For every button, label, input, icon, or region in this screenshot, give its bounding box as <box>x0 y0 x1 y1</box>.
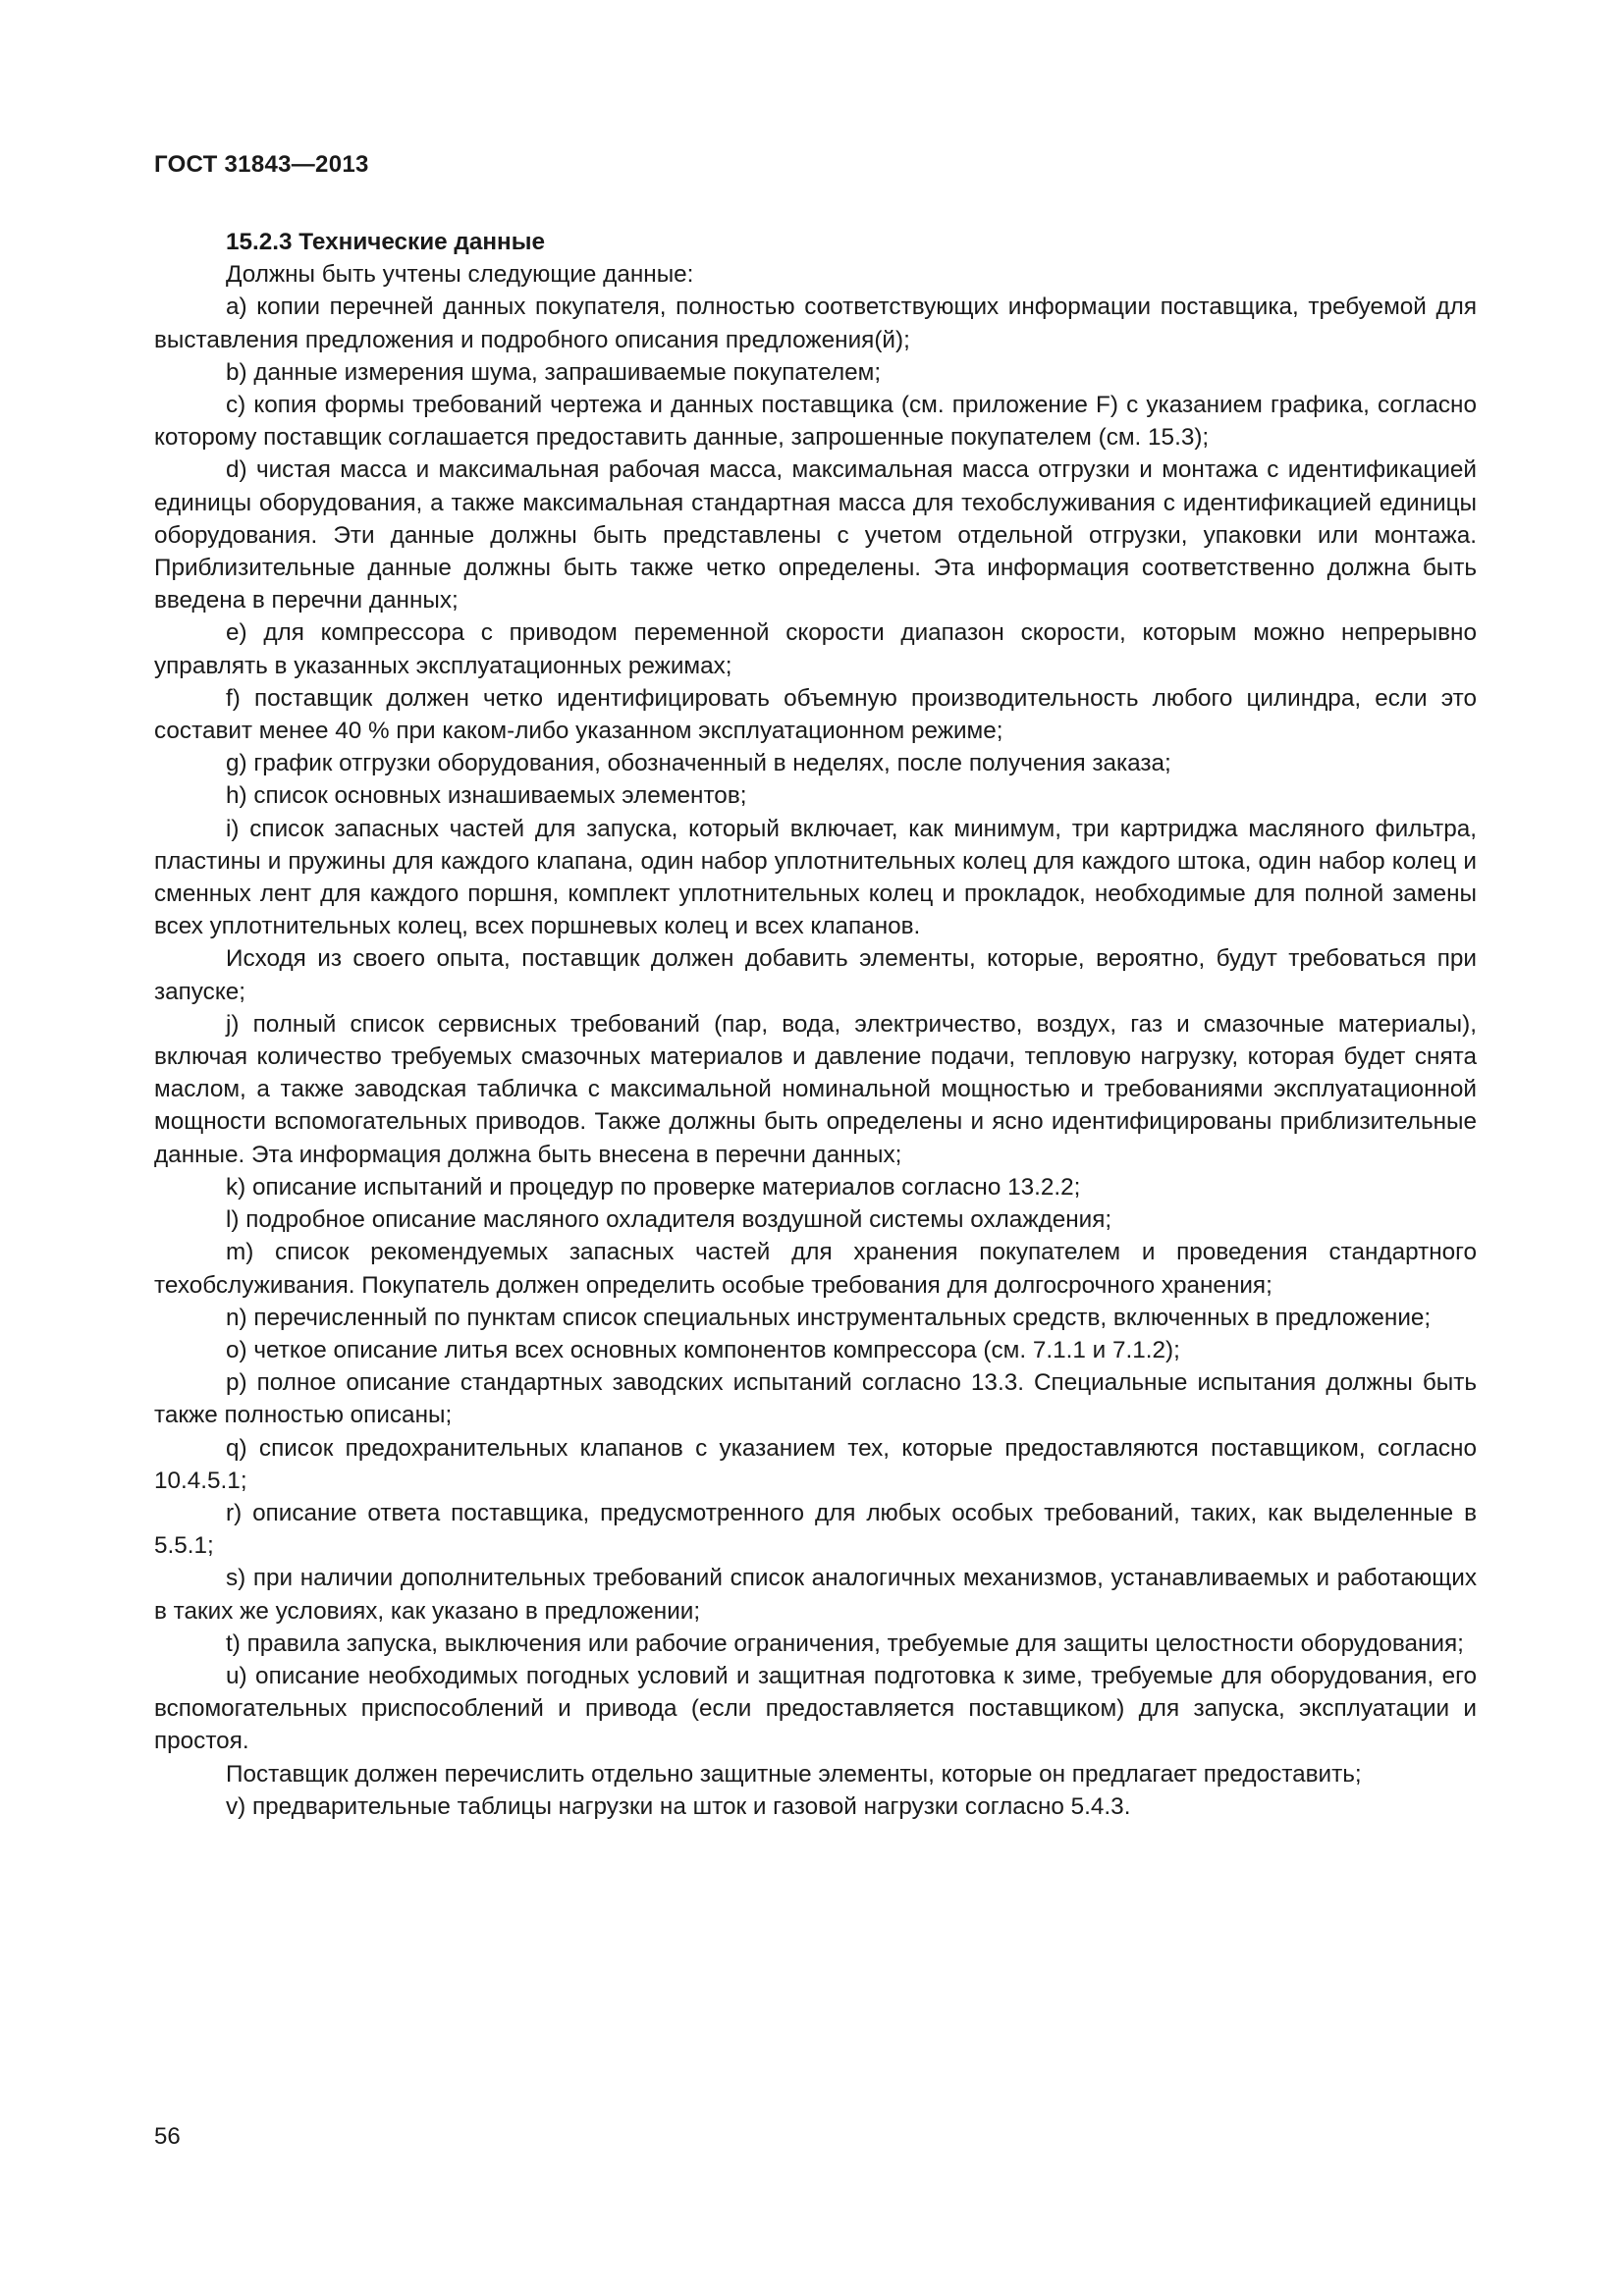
paragraph-item-b: b) данные измерения шума, запрашиваемые покупателем; <box>226 358 882 386</box>
paragraph-item-g: g) график отгрузки оборудования, обозначенный в неделях, после получения заказа; <box>226 750 1171 777</box>
paragraph-supplier-note: Исходя из своего опыта, поставщик должен добавить элементы, которые, вероятно, будут требоваться при запуске; <box>154 945 1477 1005</box>
paragraph-item-v: v) предварительные таблицы нагрузки на шток и газовой нагрузки согласно 5.4.3. <box>226 1792 1131 1820</box>
paragraph-item-r: r) описание ответа поставщика, предусмотренного для любых особых требований, таких, как выделенные в 5.5.1; <box>154 1499 1477 1560</box>
page-number: 56 <box>154 2123 181 2150</box>
paragraph-item-j: j) полный список сервисных требований (пар, вода, электричество, воздух, газ и смазочные материалы), включая количество требуемых смазочных материалов и давление подачи, тепловую нагрузку, которая будет снята маслом, а также заводская табличка с максимальной номинальной мощностью и требованиями эксплуатационной мощности вспомогательных приводов. Также должны быть определены и ясно идентифицированы приблизительные данные. Эта информация должна быть внесена в перечни данных; <box>154 1010 1477 1168</box>
paragraph-item-k: k) описание испытаний и процедур по проверке материалов согласно 13.2.2; <box>226 1173 1081 1201</box>
paragraph-item-t: t) правила запуска, выключения или рабочие ограничения, требуемые для защиты целостности оборудования; <box>226 1629 1464 1657</box>
document-body <box>154 226 1477 1823</box>
paragraph-item-f: f) поставщик должен четко идентифицировать объемную производительность любого цилиндра, если это составит менее 40 % при каком-либо указанном эксплуатационном режиме; <box>154 684 1477 745</box>
paragraph-item-h: h) список основных изнашиваемых элементов; <box>226 782 747 810</box>
paragraph-intro: Должны быть учтены следующие данные: <box>226 261 694 289</box>
paragraph-item-m: m) список рекомендуемых запасных частей для хранения покупателем и проведения стандартного техобслуживания. Покупатель должен определить особые требования для долгосрочного хранения; <box>154 1239 1477 1299</box>
paragraph-item-l: l) подробное описание масляного охладителя воздушной системы охлаждения; <box>226 1206 1112 1234</box>
paragraph-item-p: p) полное описание стандартных заводских испытаний согласно 13.3. Специальные испытания должны быть также полностью описаны; <box>154 1369 1477 1429</box>
paragraph-protection-note: Поставщик должен перечислить отдельно защитные элементы, которые он предлагает предоставить; <box>226 1760 1362 1788</box>
paragraph-item-c: c) копия формы требований чертежа и данных поставщика (см. приложение F) с указанием графика, согласно которому поставщик соглашается предоставить данные, запрошенные покупателем (см. 15.3); <box>154 392 1477 452</box>
paragraph-item-e: e) для компрессора с приводом переменной скорости диапазон скорости, которым можно непрерывно управлять в указанных эксплуатационных режимах; <box>154 619 1477 679</box>
document-header: ГОСТ 31843—2013 <box>154 151 369 178</box>
paragraph-item-u: u) описание необходимых погодных условий и защитная подготовка к зиме, требуемые для оборудования, его вспомогательных приспособлений и привода (если предоставляется поставщиком) для запуска, эксплуатации и простоя. <box>154 1662 1477 1755</box>
paragraph-item-a: a) копии перечней данных покупателя, полностью соответствующих информации поставщика, требуемой для выставления предложения и подробного описания предложения(й); <box>154 294 1477 353</box>
paragraph-item-n: n) перечисленный по пунктам список специальных инструментальных средств, включенных в предложение; <box>226 1304 1432 1331</box>
paragraph-item-q: q) список предохранительных клапанов с указанием тех, которые предоставляются поставщиком, согласно 10.4.5.1; <box>154 1434 1477 1494</box>
paragraph-item-s: s) при наличии дополнительных требований список аналогичных механизмов, устанавливаемых и работающих в таких же условиях, как указано в предложении; <box>154 1565 1477 1625</box>
paragraph-item-o: o) четкое описание литья всех основных компонентов компрессора (см. 7.1.1 и 7.1.2); <box>226 1336 1180 1363</box>
section-title: 15.2.3 Технические данные <box>226 229 545 255</box>
paragraph-item-d: d) чистая масса и максимальная рабочая масса, максимальная масса отгрузки и монтажа с идентификацией единицы оборудования, а также максимальная стандартная масса для техобслуживания с идентификацией единицы оборудования. Эти данные должны быть представлены с учетом отдельной отгрузки, упаковки или монтажа. Приблизительные данные должны быть также четко определены. Эта информация соответственно должна быть введена в перечни данных; <box>154 456 1477 614</box>
paragraph-item-i: i) список запасных частей для запуска, который включает, как минимум, три картриджа масляного фильтра, пластины и пружины для каждого клапана, один набор уплотнительных колец для каждого штока, один набор колец и сменных лент для каждого поршня, комплект уплотнительных колец и прокладок, необходимые для полной замены всех уплотнительных колец, всех поршневых колец и всех клапанов. <box>154 815 1477 940</box>
